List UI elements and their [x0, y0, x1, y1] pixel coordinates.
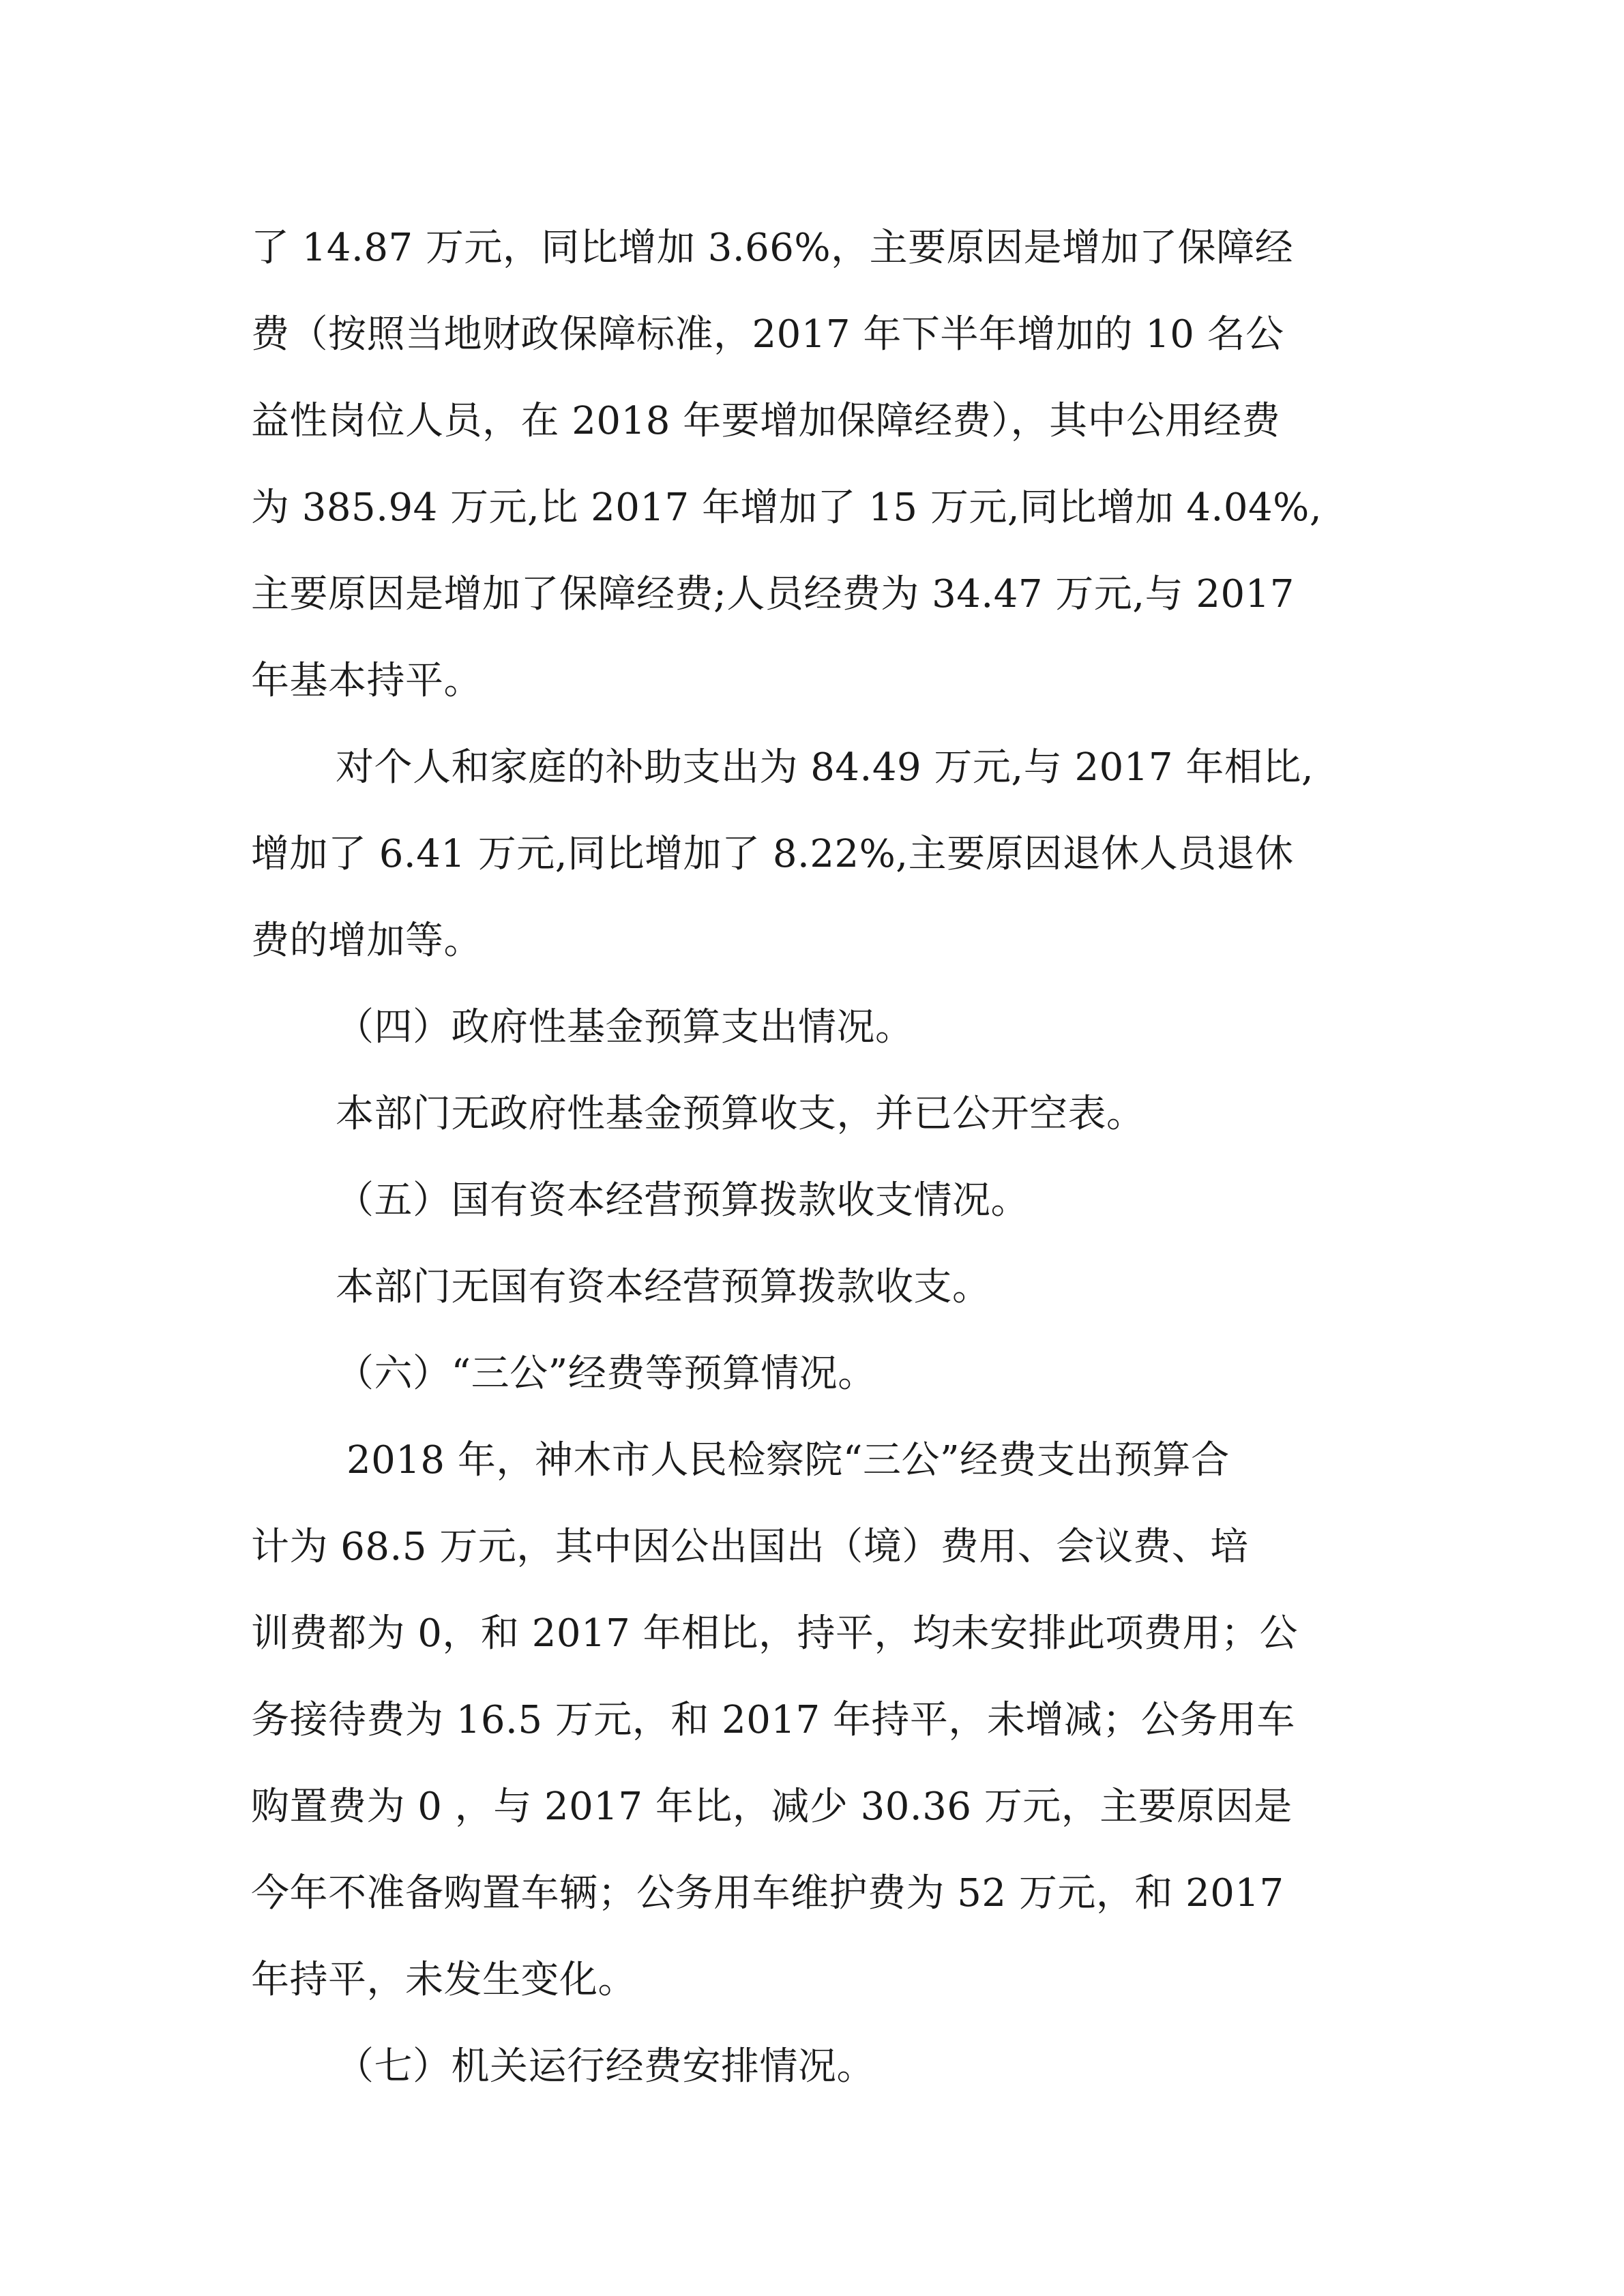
paragraph-line: 务接待费为 16.5 万元，和 2017 年持平，未增减；公务用车 [251, 1698, 1295, 1742]
paragraph-line: 年基本持平。 [251, 659, 482, 703]
paragraph-line: 增加了 6.41 万元,同比增加了 8.22%,主要原因退休人员退休 [251, 832, 1294, 876]
body-text [251, 205, 1383, 2110]
paragraph-line: 了 14.87 万元，同比增加 3.66%，主要原因是增加了保障经 [251, 226, 1294, 270]
paragraph-line: 购置费为 0 ，与 2017 年比，减少 30.36 万元，主要原因是 [251, 1785, 1293, 1829]
paragraph-line: 训费都为 0，和 2017 年相比，持平，均未安排此项费用；公 [251, 1611, 1299, 1656]
paragraph-line: 费（按照当地财政保障标准，2017 年下半年增加的 10 名公 [251, 312, 1284, 357]
paragraph-line: 2018 年，神木市人民检察院“三公”经费支出预算合 [346, 1438, 1230, 1482]
section-heading: （六）“三公”经费等预算情况。 [336, 1352, 876, 1396]
paragraph-line: 计为 68.5 万元，其中因公出国出（境）费用、会议费、培 [251, 1525, 1249, 1569]
paragraph-line: 费的增加等。 [251, 919, 482, 963]
paragraph-line: 今年不准备购置车辆；公务用车维护费为 52 万元，和 2017 [251, 1871, 1284, 1915]
paragraph-line: 本部门无政府性基金预算收支，并已公开空表。 [336, 1092, 1145, 1136]
section-heading: （五）国有资本经营预算拨款收支情况。 [336, 1178, 1029, 1223]
paragraph-line: 主要原因是增加了保障经费;人员经费为 34.47 万元,与 2017 [251, 572, 1295, 616]
paragraph-line: 益性岗位人员，在 2018 年要增加保障经费），其中公用经费 [251, 399, 1281, 443]
paragraph-line: 本部门无国有资本经营预算拨款收支。 [336, 1265, 991, 1309]
paragraph-line: 为 385.94 万元,比 2017 年增加了 15 万元,同比增加 4.04%, [251, 486, 1323, 530]
paragraph-line: 年持平，未发生变化。 [251, 1958, 636, 2002]
paragraph-line: 对个人和家庭的补助支出为 84.49 万元,与 2017 年相比, [336, 745, 1314, 790]
section-heading: （四）政府性基金预算支出情况。 [336, 1005, 914, 1049]
section-heading: （七）机关运行经费安排情况。 [336, 2044, 875, 2089]
